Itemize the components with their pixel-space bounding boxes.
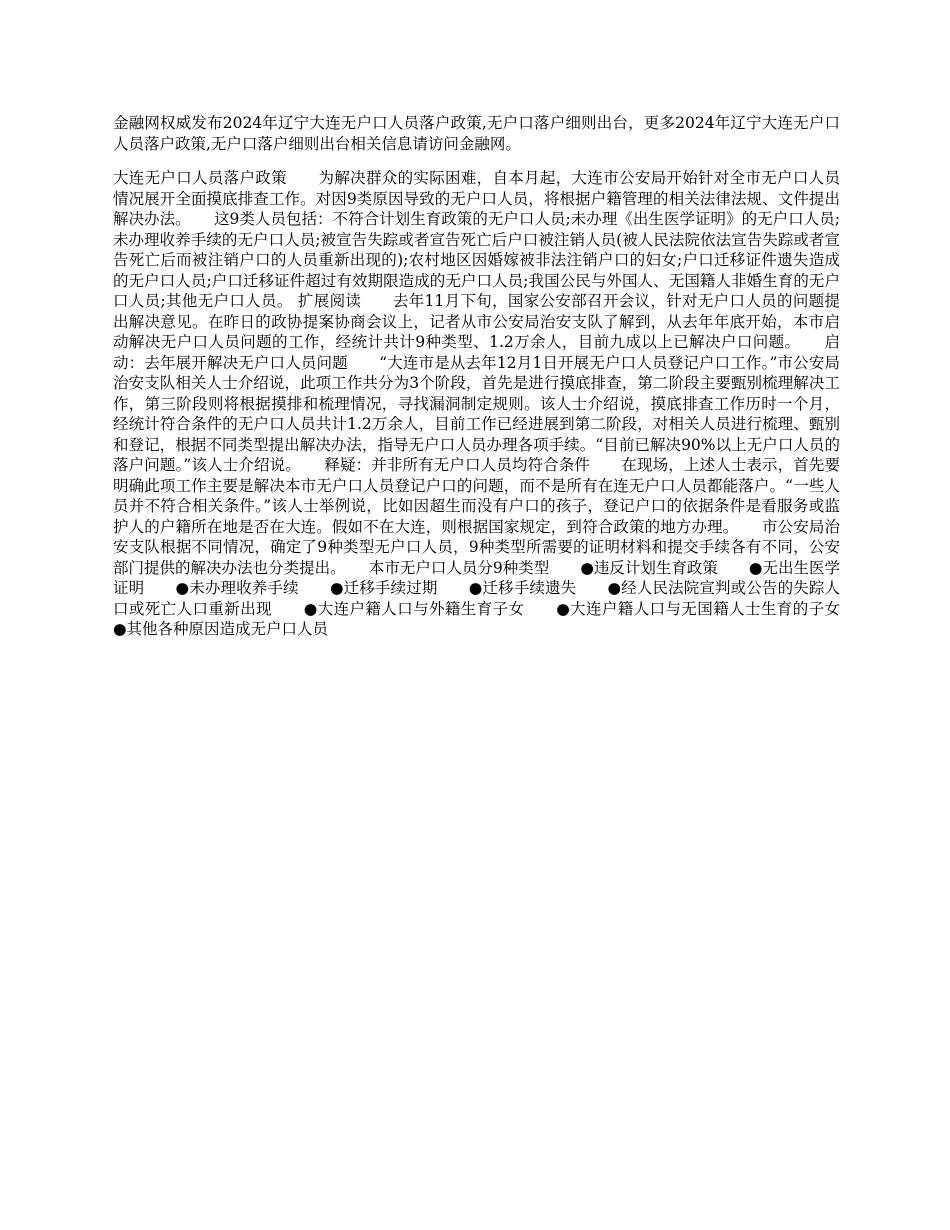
intro-paragraph: 金融网权威发布2024年辽宁大连无户口人员落户政策,无户口落户细则出台，更多2024年辽宁大连无户口人员落户政策,无户口落户细则出台相关信息请访问金融网。 — [113, 114, 840, 153]
article-body-paragraph: 大连无户口人员落户政策 为解决群众的实际困难，自本月起，大连市公安局开始针对全市无户口人员情况展开全面摸底排查工作。对因9类原因导致的无户口人员，将根据户籍管理的相关法律法规、文件提出解决办法。 这9类人员包括：不符合计划生育政策的无户口人员;未办理《出生医学证明》的无户口人员;未办理收养手续的无户口人员;被宣告失踪或者宣告死亡后户口被注销人员(被人民法院依法宣告失踪或者宣告死亡后而被注销户口的人员重新出现的);农村地区因婚嫁被非法注销户口的妇女;户口迁移证件遗失造成的无户口人员;户口迁移证件超过有效期限造成的无户口人员;我国公民与外国人、无国籍人非婚生育的无户口人员;其他无户口人员。 扩展阅读 去年11月下旬，国家公安部召开会议，针对无户口人员的问题提出解决意见。在昨日的政协提案协商会议上，记者从市公安局治安支队了解到，从去年年底开始，本市启动解决无户口人员问题的工作，经统计共计9种类型、1.2万余人，目前九成以上已解决户口问题。 启动：去年展开解决无户口人员问题 “大连市是从去年12月1日开展无户口人员登记户口工作。”市公安局治安支队相关人士介绍说，此项工作共分为3个阶段，首先是进行摸底排查，第二阶段主要甄别梳理解决工作，第三阶段则将根据摸排和梳理情况，寻找漏洞制定规则。该人士介绍说，摸底排查工作历时一个月，经统计符合条件的无户口人员共计1.2万余人，目前工作已经进展到第二阶段，对相关人员进行梳理、甄别和登记，根据不同类型提出解决办法，指导无户口人员办理各项手续。“目前已解决90%以上无户口人员的落户问题。”该人士介绍说。 释疑：并非所有无户口人员均符合条件 在现场，上述人士表示，首先要明确此项工作主要是解决本市无户口人员登记户口的问题，而不是所有在连无户口人员都能落户。“一些人员并不符合相关条件。”该人士举例说，比如因超生而没有户口的孩子，登记户口的依据条件是看服务或监护人的户籍所在地是否在大连。假如不在大连，则根据国家规定，到符合政策的地方办理。 市公安局治安支队根据不同情况，确定了9种类型无户口人员，9种类型所需要的证明材料和提交手续各有不同，公安部门提供的解决办法也分类提出。 本市无户口人员分9种类型 ●违反计划生育政策 ●无出生医学证明 ●未办理收养手续 ●迁移手续过期 ●迁移手续遗失 ●经人民法院宣判或公告的失踪人口或死亡人口重新出现 ●大连户籍人口与外籍生育子女 ●大连户籍人口与无国籍人士生育的子女 ●其他各种原因造成无户口人员 — [113, 169, 872, 638]
document-page — [113, 113, 872, 640]
